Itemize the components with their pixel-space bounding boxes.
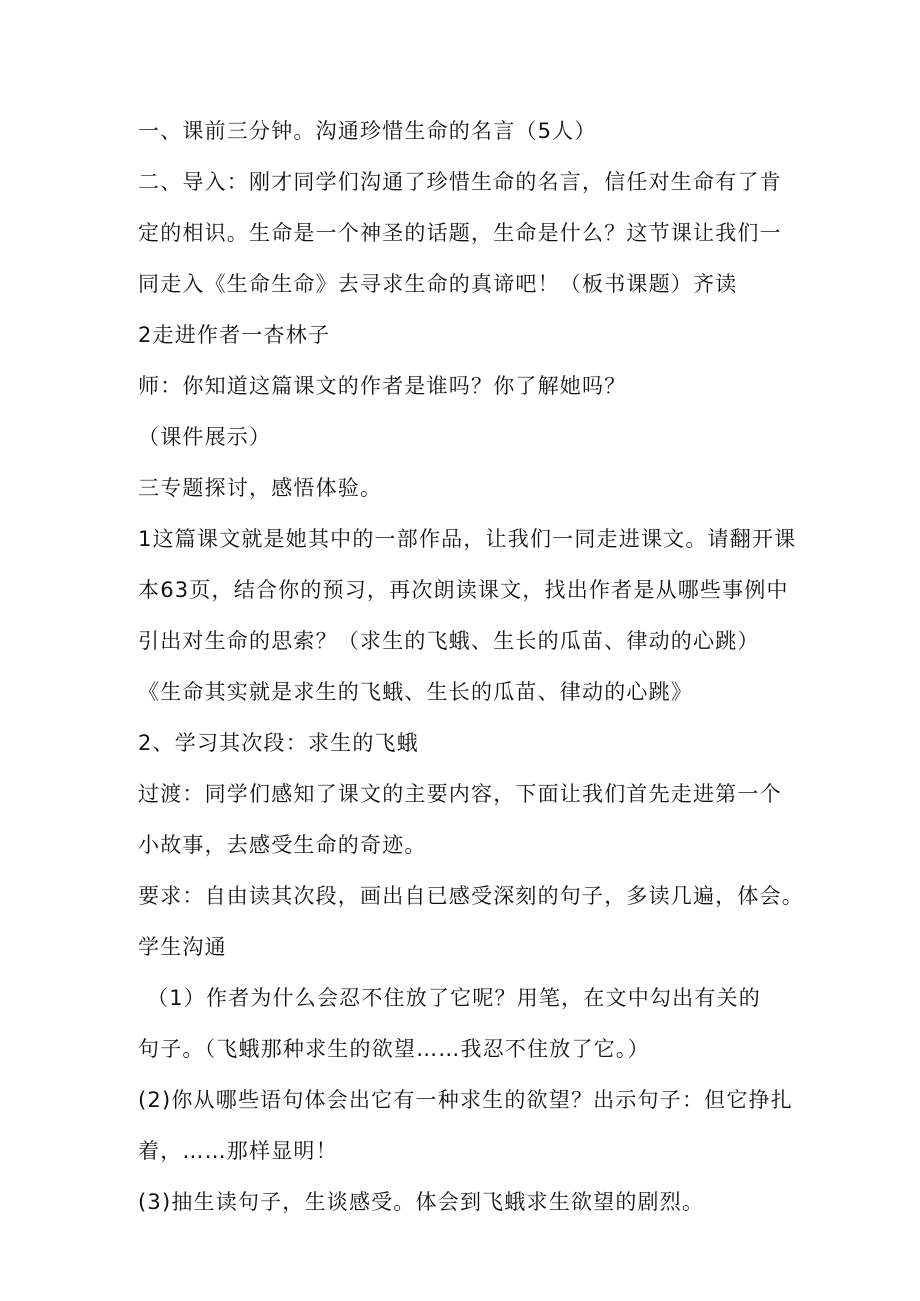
student-communication: 学生沟通 — [138, 935, 227, 959]
question-1: （1）作者为什么会忍不住放了它呢？用笔，在文中勾出有关的 — [147, 986, 761, 1010]
paragraph-task-1-cont-1: 本63页，结合你的预习，再次朗读课文，找出作者是从哪些事例中 — [138, 578, 789, 602]
paragraph-introduction-cont-1: 定的相识。生命是一个神圣的话题，生命是什么？这节课让我们一 — [138, 221, 782, 245]
teacher-question: 师：你知道这篇课文的作者是谁吗？你了解她吗？ — [138, 374, 627, 398]
paragraph-warmup: 一、课前三分钟。沟通珍惜生命的名言（5人） — [138, 119, 597, 143]
paragraph-task-1-cont-2: 引出对生命的思索？（求生的飞蛾、生长的瓜苗、律动的心跳） — [138, 629, 760, 653]
question-1-cont: 句子。（飞蛾那种求生的欲望……我忍不住放了它。） — [138, 1037, 650, 1061]
paragraph-introduction: 二、导入：刚才同学们沟通了珍惜生命的名言，信任对生命有了肯 — [138, 170, 782, 194]
section-heading-author: 2走进作者一杏林子 — [138, 323, 331, 347]
question-2-cont: 着，……那样显明！ — [138, 1139, 338, 1163]
board-summary: 《生命其实就是求生的飞蛾、生长的瓜苗、律动的心跳》 — [138, 680, 693, 704]
paragraph-transition-cont: 小故事，去感受生命的奇迹。 — [138, 833, 427, 857]
question-3: (3)抽生读句子，生谈感受。体会到飞蛾求生欲望的剧烈。 — [138, 1190, 705, 1214]
paragraph-task-1: 1这篇课文就是她其中的一部作品，让我们一同走进课文。请翻开课 — [138, 527, 797, 551]
courseware-note: （课件展示） — [138, 425, 272, 449]
paragraph-introduction-cont-2: 同走入《生命生命》去寻求生命的真谛吧！（板书课题）齐读 — [138, 272, 738, 296]
paragraph-transition: 过渡：同学们感知了课文的主要内容，下面让我们首先走进第一个 — [138, 782, 782, 806]
section-heading-discussion: 三专题探讨，感悟体验。 — [138, 476, 383, 500]
section-heading-moth: 2、学习其次段：求生的飞蛾 — [138, 731, 419, 755]
paragraph-requirement: 要求：自由读其次段，画出自已感受深刻的句子，多读几遍，体会。 — [138, 884, 804, 908]
question-2: (2)你从哪些语句体会出它有一种求生的欲望？出示句子：但它挣扎 — [138, 1088, 793, 1112]
